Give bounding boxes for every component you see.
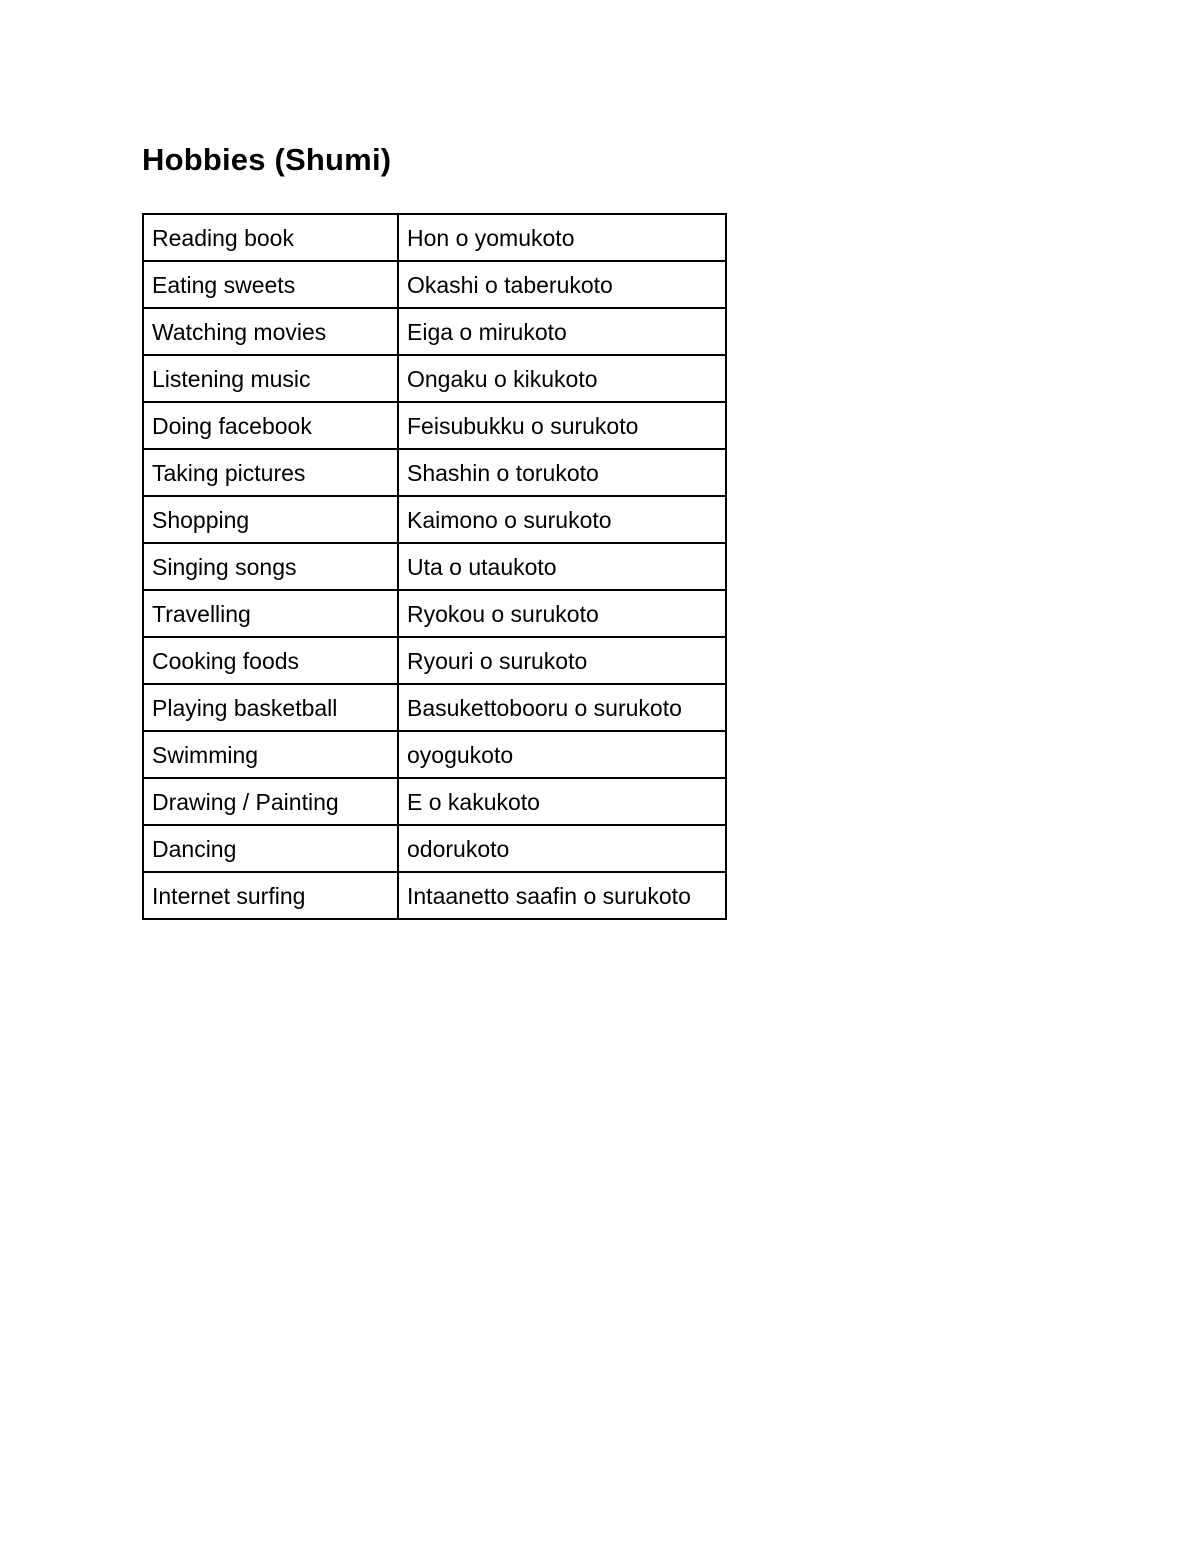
table-row — [143, 261, 726, 308]
table-row — [143, 543, 726, 590]
hobbies-table — [142, 213, 727, 920]
english-cell: Watching movies — [143, 308, 398, 355]
english-cell: Taking pictures — [143, 449, 398, 496]
japanese-cell: Intaanetto saafin o surukoto — [398, 872, 726, 919]
english-cell: Singing songs — [143, 543, 398, 590]
english-cell: Listening music — [143, 355, 398, 402]
english-cell: Playing basketball — [143, 684, 398, 731]
table-row — [143, 825, 726, 872]
table-row — [143, 872, 726, 919]
table-row — [143, 731, 726, 778]
japanese-cell: Ongaku o kikukoto — [398, 355, 726, 402]
japanese-cell: Ryokou o surukoto — [398, 590, 726, 637]
japanese-cell: Kaimono o surukoto — [398, 496, 726, 543]
table-row — [143, 308, 726, 355]
english-cell: Dancing — [143, 825, 398, 872]
table-row — [143, 684, 726, 731]
english-cell: Doing facebook — [143, 402, 398, 449]
table-row — [143, 355, 726, 402]
table-row — [143, 496, 726, 543]
japanese-cell: Eiga o mirukoto — [398, 308, 726, 355]
table-row — [143, 402, 726, 449]
japanese-cell: oyogukoto — [398, 731, 726, 778]
english-cell: Swimming — [143, 731, 398, 778]
table-row — [143, 214, 726, 261]
japanese-cell: Hon o yomukoto — [398, 214, 726, 261]
english-cell: Eating sweets — [143, 261, 398, 308]
japanese-cell: Feisubukku o surukoto — [398, 402, 726, 449]
table-row — [143, 778, 726, 825]
japanese-cell: Basukettobooru o surukoto — [398, 684, 726, 731]
page-title: Hobbies (Shumi) — [142, 142, 392, 177]
english-cell: Travelling — [143, 590, 398, 637]
table-row — [143, 637, 726, 684]
japanese-cell: E o kakukoto — [398, 778, 726, 825]
japanese-cell: Shashin o torukoto — [398, 449, 726, 496]
table-row — [143, 590, 726, 637]
japanese-cell: odorukoto — [398, 825, 726, 872]
english-cell: Shopping — [143, 496, 398, 543]
english-cell: Cooking foods — [143, 637, 398, 684]
japanese-cell: Okashi o taberukoto — [398, 261, 726, 308]
japanese-cell: Ryouri o surukoto — [398, 637, 726, 684]
english-cell: Drawing / Painting — [143, 778, 398, 825]
english-cell: Reading book — [143, 214, 398, 261]
table-row — [143, 449, 726, 496]
japanese-cell: Uta o utaukoto — [398, 543, 726, 590]
english-cell: Internet surfing — [143, 872, 398, 919]
